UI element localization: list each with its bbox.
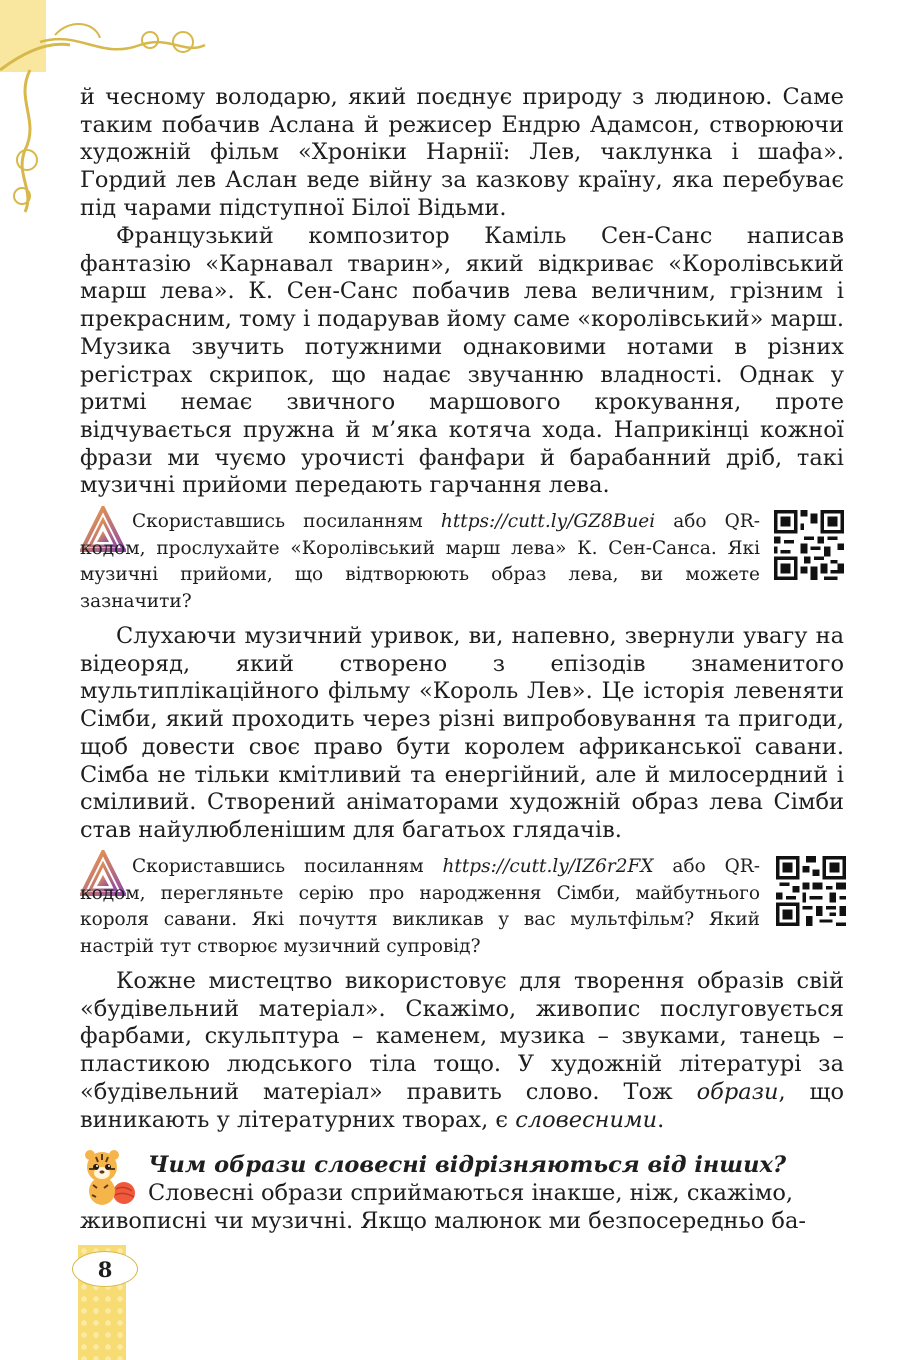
answer-line-2: живописні чи музичні. Якщо малюнок ми безпосередньо ба- <box>80 1207 806 1234</box>
paragraph-3: Слухаючи музичний уривок, ви, напевно, звернули увагу на відеоряд, який створено з епізодів знаменитого мультиплікаційного фільму «Король Лев». Це історія левеняти Сімби, який проходить через різні випробовування та пригоди, щоб довести своє право бути королем африканської савани. Сімба не тільки кмітливий та енергійний, але й милосердний і сміливий. Створений аніматорами художній образ лева Сімби став найулюбленішим для багатьох глядачів. <box>80 623 844 843</box>
task-2 <box>80 854 760 960</box>
paragraph-4-text: , що виникають у літературних творах, є <box>80 1078 844 1133</box>
paragraph-4 <box>80 968 844 1134</box>
answer-text <box>80 1180 844 1235</box>
answer-line-1: Словесні образи сприймаються інакше, ніж, скажімо, <box>148 1180 794 1206</box>
qr-code[interactable] <box>774 510 844 580</box>
task-2-suffix: або QR-кодом, перегляньте серію про народження Сімби, майбутнього короля савани. Які почуття викликав у вас мультфільм? Який настрій тут створює музичний супровід? <box>80 856 760 957</box>
task-1-prefix: Скориставшись посиланням <box>132 511 441 532</box>
paragraph-4-text: . <box>657 1106 665 1133</box>
question-heading: Чим образи словесні відрізняються від інших? <box>148 1152 787 1178</box>
paragraph-4-emphasis: словесними <box>515 1106 658 1133</box>
task-1 <box>80 509 760 615</box>
paragraph-1: й чесному володарю, який поєднує природу з людиною. Саме таким побачив Аслана й режисер Ендрю Адамсон, створюючи художній фільм «Хроніки Нарнії: Лев, чаклунка і шафа». Гордий лев Аслан веде війну за казкову країну, яка перебуває під чарами підступної Білої Відьми. <box>80 84 844 221</box>
task-2-link[interactable]: https://cutt.ly/IZ6r2FX <box>442 856 654 877</box>
qr-code[interactable] <box>776 856 846 926</box>
task-1-link[interactable]: https://cutt.ly/GZ8Buei <box>440 511 656 532</box>
paragraph-2: Французький композитор Каміль Сен-Санс написав фантазію «Карнавал тварин», який відкриває «Королівський марш лева». К. Сен-Санс побачив лева величним, грізним і прекрасним, тому і подарував йому саме «королівський» марш. Музика звучить потужними однаковими нотами в різних регістрах скрипок, що надає звучанню владності. Однак у ритмі немає звичного маршового крокування, проте відчувається пружна й м’яка котяча хода. Наприкінці кожної фрази ми чуємо урочисті фанфари й барабанний дріб, такі музичні прийоми передають гарчання лева. <box>80 223 844 499</box>
task-1-suffix: або QR-кодом, прослухайте «Королівський марш лева» К. Сен-Санса. Які музичні прийоми, що відтворюють образ лева, ви можете зазначити? <box>80 511 760 612</box>
paragraph-4-emphasis: образи <box>696 1078 779 1105</box>
task-2-prefix: Скориставшись посиланням <box>132 856 443 877</box>
paragraph-4-text: Кожне мистецтво використовує для творення образів свій «будівельний матеріал». Скажімо, живопис послуговується фарбами, скульптура – каменем, музика – звуками, танець – пластикою людського тіла тощо. У художній літературі за «будівельний матеріал» править слово. Тож <box>80 968 844 1105</box>
page-number: 8 <box>72 1251 138 1287</box>
